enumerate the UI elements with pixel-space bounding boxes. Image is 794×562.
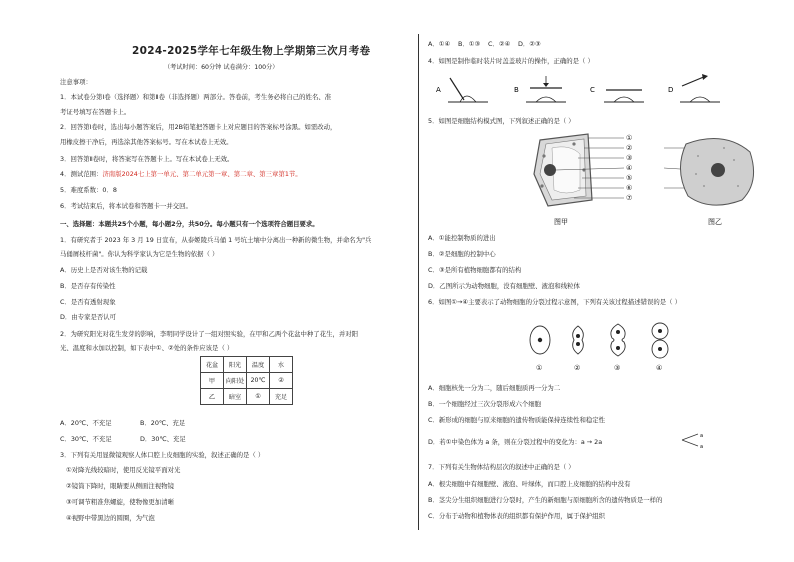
- note-line: 3．回答第Ⅱ卷时，将答案写在答题卡上。写在本试卷上无效。: [60, 155, 234, 163]
- svg-text:⑦: ⑦: [626, 194, 633, 202]
- svg-text:③: ③: [614, 364, 621, 372]
- note-line: 2．回答第Ⅰ卷时，选出每小题答案后，用2B铅笔把答题卡上对应题目的答案标号涂黑。如需改动，: [60, 123, 337, 131]
- cell-stage-2: [573, 326, 584, 354]
- q6-option-a: A．细胞核先一分为二，随后细胞质再一分为二: [428, 384, 561, 392]
- q7-option-c: C．分布于动物和植物体表的组织都有保护作用，属于保护组织: [428, 512, 606, 520]
- note-line: 用橡皮擦干净后，再选涂其他答案标号。写在本试卷上无效。: [60, 138, 233, 146]
- q4-figure-d: [668, 74, 720, 102]
- note-line: 5．难度系数：0．8: [60, 186, 117, 194]
- note-line-scope: [60, 170, 302, 178]
- animal-cell: [680, 139, 753, 206]
- table-cell: 甲: [201, 373, 224, 389]
- fig-b-caption: 图乙: [708, 218, 722, 226]
- table-header-row: [201, 357, 293, 373]
- q6-branch-arrow: [680, 430, 710, 450]
- svg-text:A: A: [436, 86, 441, 94]
- q2-option-b: B．20℃、充足: [140, 419, 186, 427]
- note-line: 1．本试卷分第Ⅰ卷（选择题）和第Ⅱ卷（非选择题）两部分。答卷前，考生务必将自己的姓名、准: [60, 93, 332, 101]
- q5-option-a: A．①能控制物质的进出: [428, 234, 496, 242]
- svg-text:⑥: ⑥: [626, 184, 633, 192]
- svg-text:①: ①: [626, 134, 633, 142]
- table-cell: ①: [247, 389, 270, 405]
- table-header: 阳光: [224, 357, 247, 373]
- fig-a-caption: 图甲: [554, 218, 568, 226]
- table-cell: 充足: [270, 389, 293, 405]
- q6-option-b: B．一个细胞经过三次分裂形成六个细胞: [428, 400, 542, 408]
- svg-text:①: ①: [536, 364, 543, 372]
- q3-answer-c: C．②④: [488, 40, 511, 48]
- q5-line: 5．如图是细胞结构模式图，下列叙述正确的是（ ）: [428, 117, 575, 125]
- right-column: [418, 0, 794, 562]
- table-header: 花盆: [201, 357, 224, 373]
- q2-line: 2．为研究阳光对花生发芽的影响，李明同学设计了一组对照实验，在甲和乙两个花盆中种了花生，并对阳: [60, 330, 359, 338]
- exam-title: 2024-2025学年七年级生物上学期第三次月考卷: [132, 45, 371, 57]
- table-cell: ②: [270, 373, 293, 389]
- svg-text:C: C: [590, 86, 595, 94]
- svg-text:⑤: ⑤: [626, 174, 633, 182]
- q2-option-a: A．20℃、不充足: [60, 419, 112, 427]
- q5-option-b: B．②是细胞的控制中心: [428, 250, 496, 258]
- q3-answer-a: A．①④: [428, 40, 451, 48]
- section-heading: 一、选择题：本题共25个小题，每小题2分，共50分。每小题只有一个选项符合题目要求。: [60, 220, 319, 228]
- q3-statement: ④视野中带黑边的圆圈，为气泡: [66, 514, 155, 522]
- q1-line: 1．有研究者于 2023 年 3 月 19 日宣布，从泰姬陵兵马俑 1 号坑土壤中分离出一种新的微生物，并命名为"兵: [60, 236, 372, 244]
- table-row: [201, 373, 293, 389]
- svg-text:a: a: [700, 444, 704, 450]
- q3-answer-b: B．①③: [458, 40, 481, 48]
- q1-option-c: C．是否有透射现象: [60, 298, 116, 306]
- q6-option-d: D．若①中染色体为 a 条，则在分裂过程中的变化为：a → 2a: [428, 438, 603, 446]
- q1-line: 马俑屑枝杆菌"。你认为科学家认为它是生物的依据（ ）: [60, 250, 219, 258]
- q7-option-a: A．根尖细胞中有细胞壁、液泡、叶绿体，而口腔上皮细胞的结构中没有: [428, 480, 631, 488]
- svg-text:a: a: [700, 433, 704, 439]
- table-cell: 暗室: [224, 389, 247, 405]
- svg-text:②: ②: [574, 364, 581, 372]
- q3-answer-d: D．②③: [518, 40, 541, 48]
- q3-line: 3．下列有关用显微镜观察人体口腔上皮细胞的实验，叙述正确的是（ ）: [60, 451, 265, 459]
- table-header: 温度: [247, 357, 270, 373]
- table-cell: 向阳处: [224, 373, 247, 389]
- q2-option-d: D．30℃、充足: [140, 435, 186, 443]
- q4-line: 4．如图是制作临时装片时盖盖玻片的操作，正确的是（ ）: [428, 57, 594, 65]
- table-cell: 20℃: [247, 373, 270, 389]
- q4-figure-a: [436, 78, 488, 102]
- stage-labels: [536, 364, 662, 372]
- q5-option-d: D．乙图所示为动物细胞，没有细胞壁、液泡和线粒体: [428, 282, 580, 290]
- note-line: 考证号填写在答题卡上。: [60, 108, 131, 116]
- q7-line: 7．下列有关生物体结构层次的叙述中正确的是（ ）: [428, 463, 575, 471]
- cell-stage-3: [611, 324, 625, 356]
- q7-option-b: B．茎尖分生组织细胞进行分裂时，产生的新细胞与原细胞所含的遗传物质是一样的: [428, 496, 663, 504]
- notes-heading: 注意事项：: [60, 78, 92, 86]
- svg-text:②: ②: [626, 144, 633, 152]
- table-header: 水: [270, 357, 293, 373]
- cell-number-labels: [626, 134, 632, 202]
- q1-option-b: B．是否存有传染性: [60, 282, 116, 290]
- q3-statement: ③可调节粗准焦螺旋，使物像更加清晰: [66, 498, 174, 506]
- exam-subtitle: （考试时间：60分钟 试卷满分：100分）: [164, 64, 279, 71]
- q5-cell-figure: [528, 130, 778, 230]
- q2-table: [200, 356, 293, 405]
- q6-line: 6．如图①→④主要表示了动物细胞的分裂过程示意图，下列有关该过程描述错误的是（ ）: [428, 298, 681, 306]
- q2-line: 光、温度和水加以控制，如下表中①、②处的条件应该是（ ）: [60, 344, 234, 352]
- scope-label: 4．测试范围：: [60, 170, 103, 178]
- svg-text:③: ③: [626, 154, 633, 162]
- q6-option-c: C．新形成的细胞与原来细胞的遗传物质能保持连续性和稳定性: [428, 416, 606, 424]
- q6-division-figure: [528, 320, 698, 374]
- q4-figure-b: [514, 76, 566, 102]
- svg-text:B: B: [514, 86, 519, 94]
- svg-text:D: D: [668, 86, 674, 94]
- scope-red-text: 济南版2024七上第一单元、第二单元第一章、第二章、第三章第1节。: [102, 170, 302, 178]
- note-line: 6．考试结束后，将本试卷和答题卡一并交回。: [60, 202, 192, 210]
- svg-text:④: ④: [626, 164, 633, 172]
- q5-option-c: C．③是所有植物细胞都有的结构: [428, 266, 522, 274]
- q4-figure-c: [590, 86, 644, 102]
- svg-text:④: ④: [656, 364, 663, 372]
- q1-option-a: A．历史上是否对该生物的记载: [60, 266, 148, 274]
- q4-figures: [436, 72, 736, 106]
- q1-option-d: D．由专家是否认可: [60, 313, 117, 321]
- q3-statement: ①对降光线较暗时，使用反光镜平面对光: [66, 466, 181, 474]
- table-cell: 乙: [201, 389, 224, 405]
- q2-option-c: C．30℃、不充足: [60, 435, 112, 443]
- table-row: [201, 389, 293, 405]
- q3-statement: ②镜筒下降时，眼睛要从侧面注视物镜: [66, 482, 174, 490]
